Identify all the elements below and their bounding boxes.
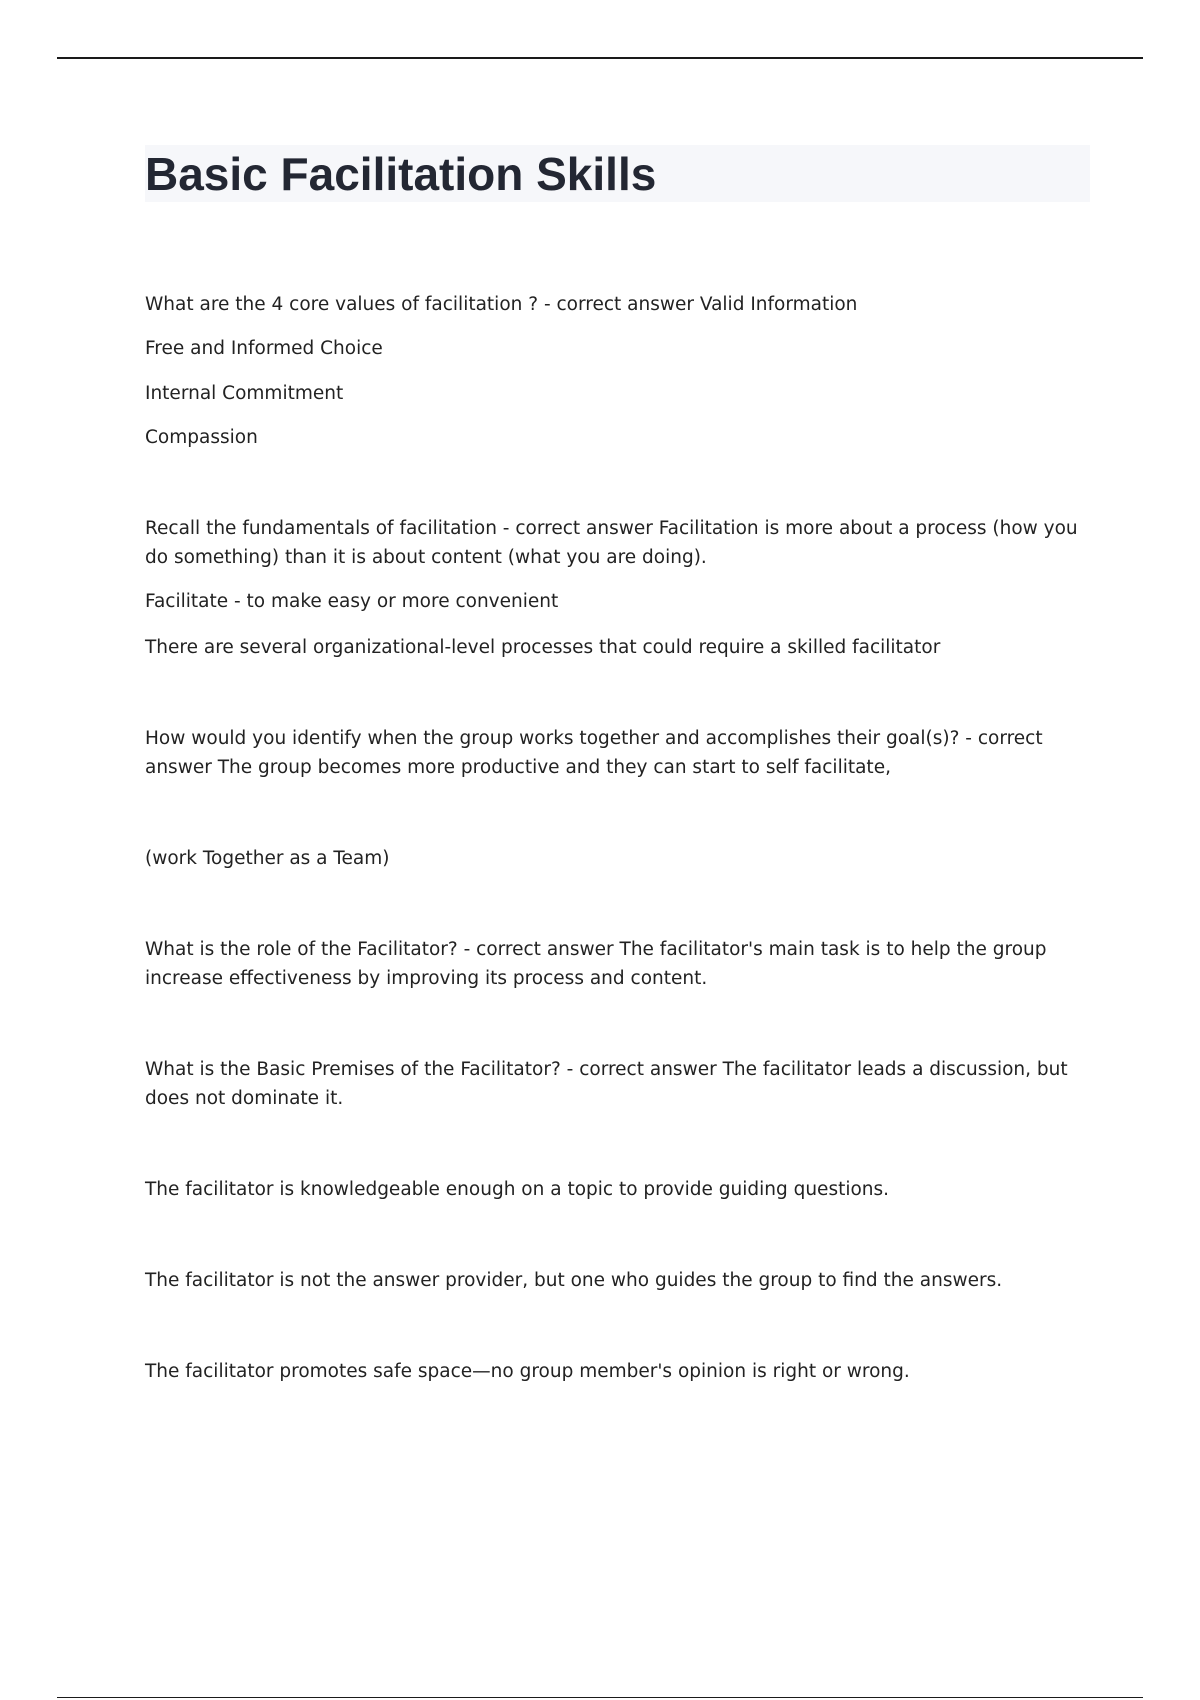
paragraph: Compassion bbox=[145, 427, 258, 448]
top-rule bbox=[57, 57, 1143, 59]
paragraph: The facilitator promotes safe space—no group member's opinion is right or wrong. bbox=[145, 1361, 910, 1382]
paragraph: Free and Informed Choice bbox=[145, 338, 383, 359]
paragraph: The facilitator is not the answer provider, but one who guides the group to find the answers. bbox=[145, 1270, 1003, 1291]
bottom-rule bbox=[57, 1697, 1143, 1698]
paragraph: Internal Commitment bbox=[145, 383, 344, 404]
paragraph: How would you identify when the group works together and accomplishes their goal(s)? - correct answer The group becomes more productive and they can start to self facilitate, bbox=[145, 728, 1043, 778]
paragraph: The facilitator is knowledgeable enough on a topic to provide guiding questions. bbox=[145, 1179, 890, 1200]
paragraph: What is the role of the Facilitator? - correct answer The facilitator's main task is to help the group increase effectiveness by improving its process and content. bbox=[145, 939, 1047, 989]
paragraph: What is the Basic Premises of the Facilitator? - correct answer The facilitator leads a discussion, but does not dominate it. bbox=[145, 1059, 1068, 1109]
paragraph: What are the 4 core values of facilitation ? - correct answer Valid Information bbox=[145, 294, 858, 315]
document-body bbox=[145, 290, 1095, 1386]
paragraph: Facilitate - to make easy or more convenient bbox=[145, 591, 559, 612]
paragraph: (work Together as a Team) bbox=[145, 848, 390, 869]
paragraph: Recall the fundamentals of facilitation - correct answer Facilitation is more about a process (how you do something) than it is about content (what you are doing). bbox=[145, 518, 1078, 568]
paragraph: There are several organizational-level processes that could require a skilled facilitator bbox=[145, 637, 941, 658]
document-title: Basic Facilitation Skills bbox=[145, 148, 657, 200]
